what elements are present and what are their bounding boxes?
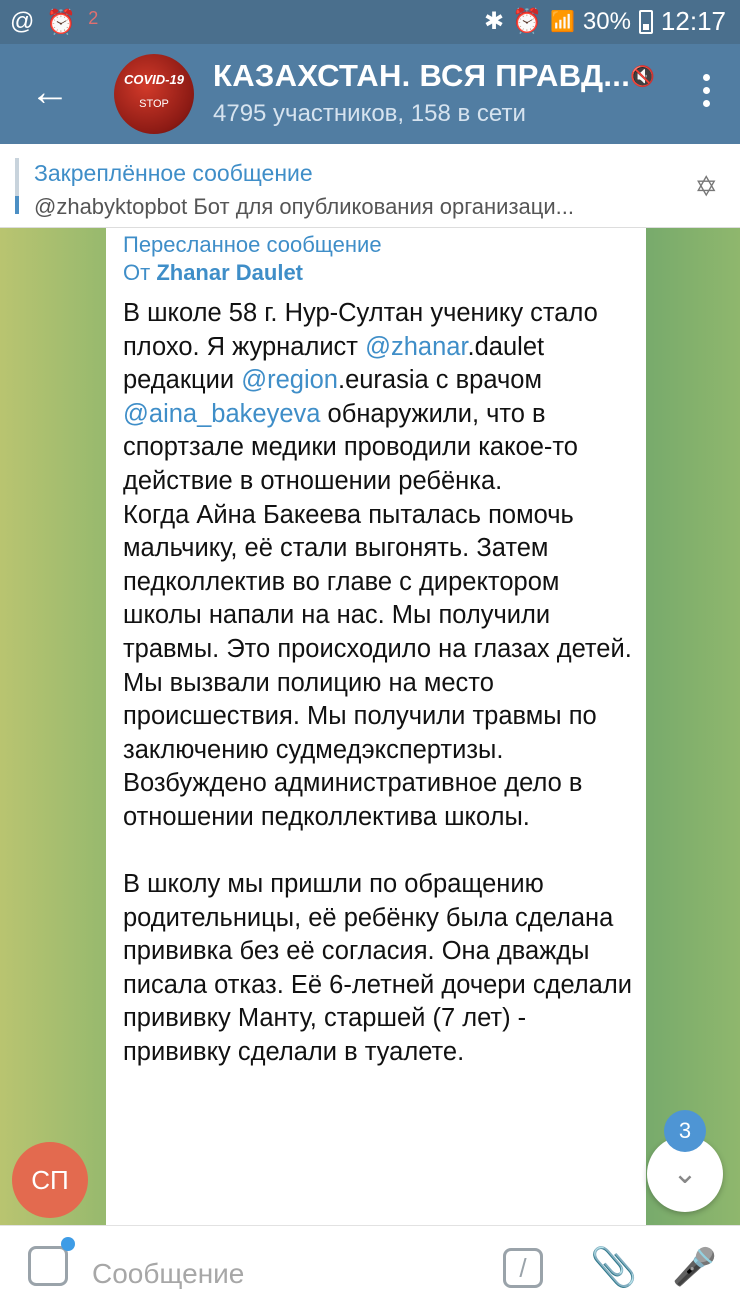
notification-icon: 2 — [88, 8, 99, 28]
channel-avatar-sub: STOP — [139, 98, 169, 110]
mic-icon[interactable]: 🎤 — [672, 1246, 717, 1287]
battery-percent: 30% — [582, 7, 631, 35]
alarm-icon-right: ⏰ — [512, 8, 542, 35]
status-left-icons — [10, 8, 98, 37]
channel-subtitle: 4795 участников, 158 в сети — [213, 100, 526, 127]
mute-icon: 🔇 — [630, 66, 655, 88]
status-bar — [0, 0, 740, 44]
message-input[interactable]: Сообщение — [92, 1258, 245, 1289]
channel-title[interactable]: КАЗАХСТАН. ВСЯ ПРАВД... — [213, 58, 631, 93]
bluetooth-icon: ✱ — [483, 8, 505, 35]
text-segment: В школе 58 г. Нур-Султан ученику стало плохо. Я журналист — [123, 299, 598, 361]
mention-link[interactable]: @aina_bakeyeva — [123, 399, 321, 428]
clock: 12:17 — [660, 6, 726, 36]
paragraph-2: Когда Айна Бакеева пыталась помочь мальчику, её стали выгонять. Затем педколлектив во главе с директором школы напали на нас. Мы получили травмы. Это происходило на глазах детей. — [123, 500, 632, 663]
forwarded-author[interactable]: Zhanar Daulet — [156, 260, 304, 285]
message-text — [123, 297, 633, 1070]
forwarded-label: Пересланное сообщение — [123, 232, 382, 257]
menu-dots-icon[interactable] — [703, 74, 710, 107]
pinned-text: @zhabyktopbot Бот для опубликования организаци... — [34, 194, 575, 219]
command-button[interactable]: / — [503, 1248, 543, 1288]
paragraph-4: В школу мы пришли по обращению родительницы, её ребёнку была сделана прививка без её согласия. Она дважды писала отказ. Её 6-летней дочери сделали прививку Манту, старшей (7 лет) - прививку сделали в туалете. — [123, 870, 632, 1067]
pinned-message[interactable] — [0, 144, 740, 228]
channel-avatar[interactable] — [114, 54, 194, 134]
paragraph-3: Мы вызвали полицию на место происшествия. Мы получили травмы по заключению судмедэкспертизы. Возбуждено административное дело в отношении педколлектива школы. — [123, 668, 597, 831]
attach-icon[interactable]: 📎 — [590, 1247, 638, 1289]
forwarded-prefix: От — [123, 260, 157, 285]
paragraph-1 — [123, 297, 633, 499]
unpin-icon[interactable]: ✡ — [694, 171, 718, 202]
text-segment: обнаружили, что в спортзале медики проводили какое-то действие в отношении ребёнка. — [123, 399, 578, 495]
status-right — [484, 6, 726, 37]
mention-link[interactable]: @zhanar — [365, 332, 468, 361]
emoji-icon[interactable] — [28, 1246, 68, 1286]
pinned-indicator — [15, 158, 19, 214]
channel-avatar-text: COVID-19 — [124, 72, 184, 87]
signal-icon: 📶 — [549, 11, 575, 33]
back-arrow-icon[interactable]: ← — [30, 70, 70, 114]
forwarded-from[interactable] — [123, 260, 303, 286]
alarm-icon: ⏰ — [46, 9, 77, 36]
text-segment: .daulet редакции — [123, 332, 545, 395]
at-icon: @ — [10, 8, 35, 35]
battery-icon — [639, 10, 653, 34]
text-segment: .eurasia с врачом — [337, 366, 542, 395]
app-bar — [0, 44, 740, 144]
mention-link[interactable]: @region — [241, 366, 338, 395]
input-bar — [0, 1225, 740, 1315]
user-avatar[interactable]: СП — [12, 1142, 88, 1218]
chevron-down-icon: ⌄ — [672, 1157, 698, 1190]
unread-badge: 3 — [664, 1110, 706, 1152]
pinned-title: Закреплённое сообщение — [34, 160, 313, 186]
